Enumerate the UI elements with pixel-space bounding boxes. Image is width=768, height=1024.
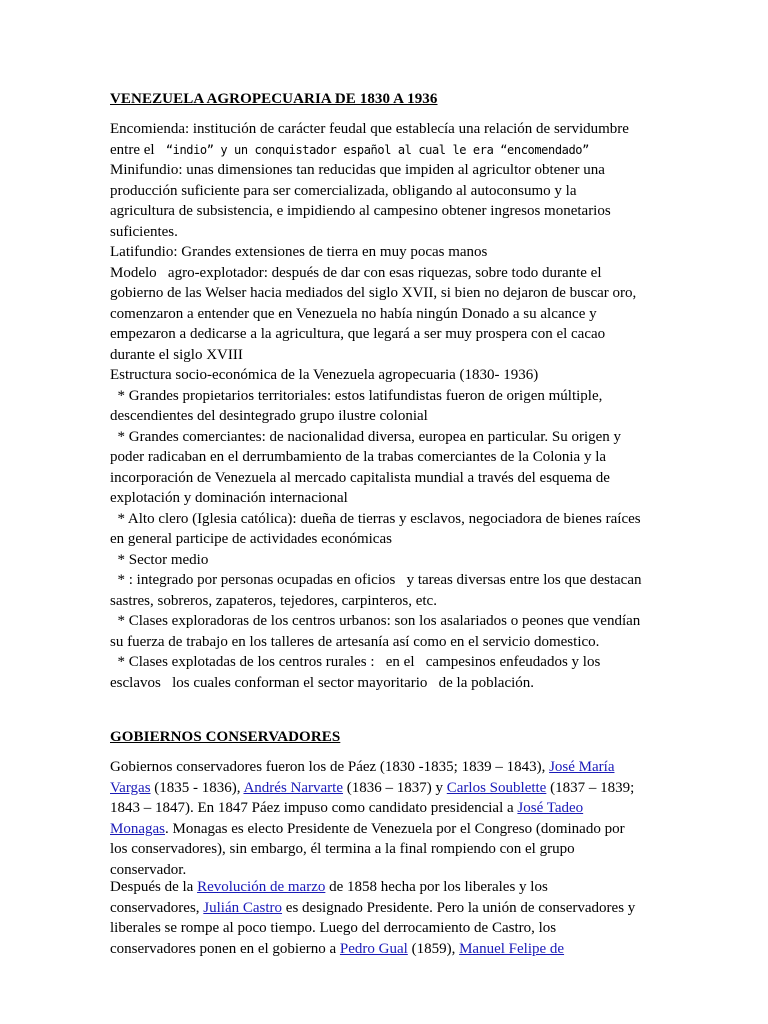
text-line: Modelo agro-explotador: después de dar con esas riquezas, sobre todo durante el xyxy=(110,264,602,281)
text-line: Gobiernos conservadores fueron los de Páez (1830 -1835; 1839 – 1843), José María xyxy=(110,759,615,775)
text-line: liberales se rompe al poco tiempo. Luego del derrocamiento de Castro, los xyxy=(110,920,557,936)
link-jose-maria-vargas-cont[interactable]: Vargas xyxy=(110,779,151,796)
text-line: * Clases exploradoras de los centros urbanos: son los asalariados o peones que vendían xyxy=(110,613,641,629)
text-line: conservadores, Julián Castro es designado Presidente. Pero la unión de conservadores y xyxy=(110,899,636,916)
section-title-agropecuaria: VENEZUELA AGROPECUARIA DE 1830 A 1936 xyxy=(110,91,438,107)
text-line: Estructura socio-económica de la Venezuela agropecuaria (1830- 1936) xyxy=(110,367,539,383)
text-line: * Grandes propietarios territoriales: estos latifundistas fueron de origen múltiple, xyxy=(110,387,603,404)
text-line: descendientes del desintegrado grupo ilustre colonial xyxy=(110,408,428,424)
text-line: Monagas. Monagas es electo Presidente de Venezuela por el Congreso (dominado por xyxy=(110,820,625,837)
link-jose-tadeo-monagas[interactable]: José Tadeo xyxy=(517,800,584,816)
text-line: en general participe de actividades económicas xyxy=(110,531,392,547)
text-line: entre el “indio” y un conquistador español al cual le era “encomendado” xyxy=(110,141,589,158)
text-line: los conservadores), sin embargo, él termina a la final rompiendo con el grupo xyxy=(110,841,575,857)
text-line: * Sector medio xyxy=(110,551,209,568)
text-line: poder radicaban en el derrumbamiento de la trabas comerciantes de la Colonia y la xyxy=(110,449,607,465)
text-line: Después de la Revolución de marzo de 1858 hecha por los liberales y los xyxy=(110,879,548,895)
link-jose-maria-vargas[interactable]: José María xyxy=(549,759,615,775)
section2-paragraph2 xyxy=(110,877,670,959)
link-manuel-felipe-de[interactable]: Manuel Felipe de xyxy=(459,940,565,957)
text-line: 1843 – 1847). En 1847 Páez impuso como candidato presidencial a José Tadeo xyxy=(110,800,584,816)
text-line: * Clases explotadas de los centros rurales : en el campesinos enfeudados y los xyxy=(110,654,601,670)
text-line: su fuerza de trabajo en los talleres de artesanía así como en el servicio domestico. xyxy=(110,633,600,650)
section1-body xyxy=(110,119,670,693)
text-line: Vargas (1835 - 1836), Andrés Narvarte (1836 – 1837) y Carlos Soublette (1837 – 1839; xyxy=(110,779,635,796)
text-line: incorporación de Venezuela al mercado capitalista mundial a través del esquema de xyxy=(110,469,610,486)
text-line: explotación y dominación internacional xyxy=(110,490,348,506)
text-line: * Grandes comerciantes: de nacionalidad diversa, europea en particular. Su origen y xyxy=(110,428,622,445)
section-title-conservadores: GOBIERNOS CONSERVADORES xyxy=(110,729,341,745)
text-line: empezaron a dedicarse a la agricultura, que legará a ser muy prospera con el cacao xyxy=(110,326,606,342)
link-julian-castro[interactable]: Julián Castro xyxy=(203,899,283,916)
text-line: conservadores ponen en el gobierno a Pedro Gual (1859), Manuel Felipe de xyxy=(110,940,565,957)
link-revolucion-de-marzo[interactable]: Revolución de marzo xyxy=(197,879,326,895)
link-andres-narvarte[interactable]: Andrés Narvarte xyxy=(243,779,344,796)
text-line: * : integrado por personas ocupadas en oficios y tareas diversas entre los que destacan xyxy=(110,572,642,588)
text-line: Minifundio: unas dimensiones tan reducidas que impiden al agricultor obtener una xyxy=(110,162,605,178)
text-line: suficientes. xyxy=(110,223,178,240)
text-line: sastres, sobreros, zapateros, tejedores, carpinteros, etc. xyxy=(110,592,437,609)
text-line: conservador. xyxy=(110,861,187,878)
link-pedro-gual[interactable]: Pedro Gual xyxy=(339,940,408,957)
text-line: producción suficiente para ser comercializada, obligando al autoconsumo y la xyxy=(110,182,577,199)
link-carlos-soublette[interactable]: Carlos Soublette xyxy=(446,779,547,796)
text-line: esclavos los cuales conforman el sector mayoritario de la población. xyxy=(110,674,535,691)
text-line: Encomienda: institución de carácter feudal que establecía una relación de servidumbre xyxy=(110,121,629,137)
text-line: durante el siglo XVIII xyxy=(110,346,243,363)
text-line: gobierno de las Welser hacia mediados del siglo XVII, si bien no dejaron de buscar oro, xyxy=(110,285,637,301)
text-line: Latifundio: Grandes extensiones de tierra en muy pocas manos xyxy=(110,244,488,260)
text-line: agricultura de subsistencia, e impidiendo al campesino obtener ingresos monetarios xyxy=(110,203,611,219)
section2-paragraph1 xyxy=(110,757,670,880)
text-line: * Alto clero (Iglesia católica): dueña de tierras y esclavos, negociadora de bienes raíces xyxy=(110,510,641,527)
link-jose-tadeo-monagas-cont[interactable]: Monagas xyxy=(110,820,165,837)
text-line: comenzaron a entender que en Venezuela no había ningún Donado a su alcance y xyxy=(110,305,597,322)
